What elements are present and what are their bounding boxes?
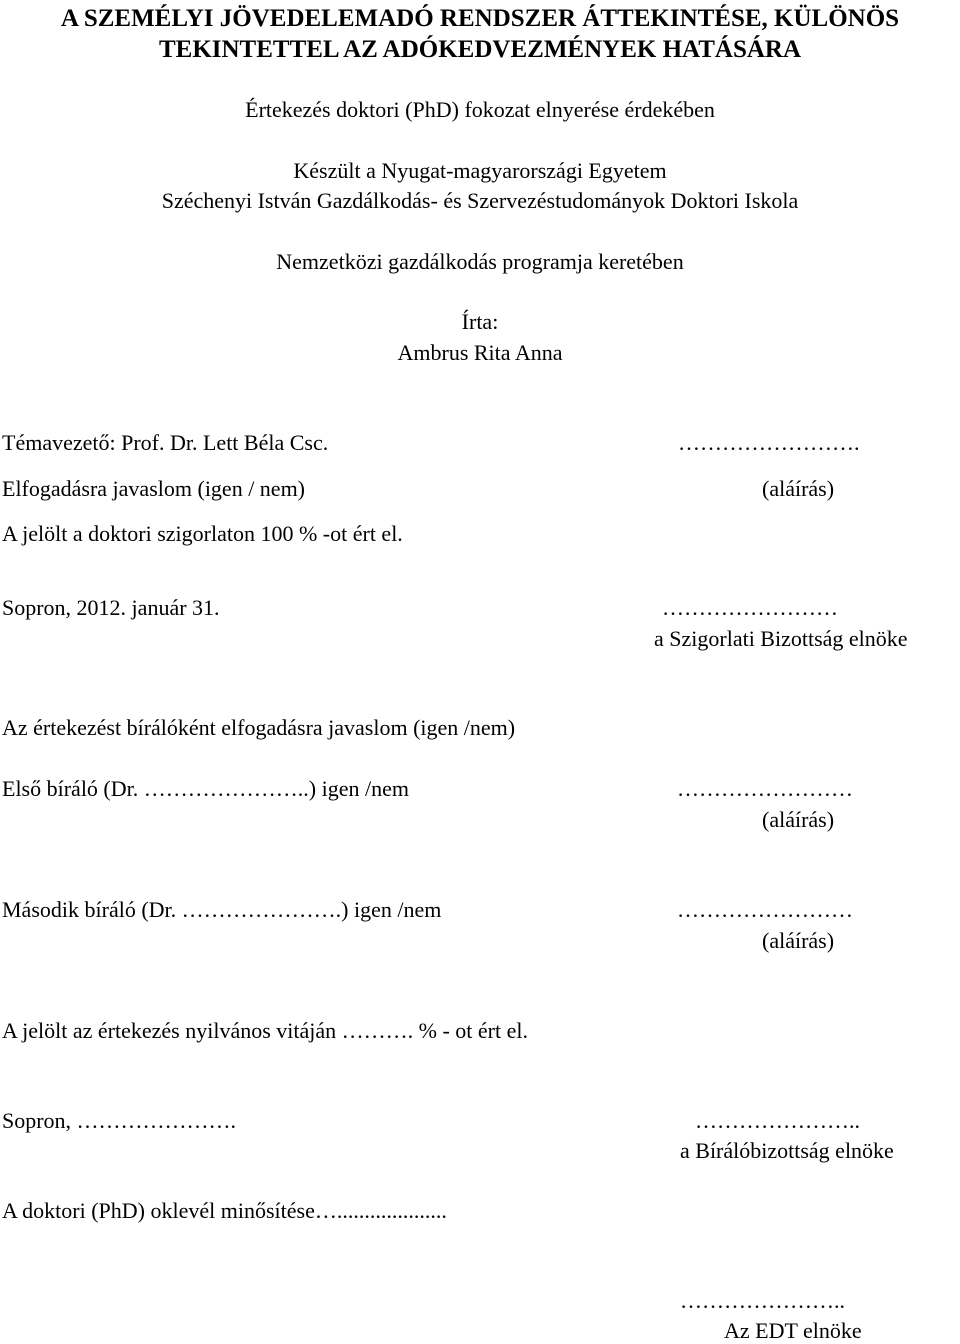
edt-chair-signature-line: …………………..: [680, 1288, 845, 1313]
first-reviewer-signature-caption: (aláírás): [762, 807, 835, 832]
first-reviewer-signature-line: ……………………: [677, 776, 853, 801]
program-line: Nemzetközi gazdálkodás programja keretében: [276, 249, 684, 274]
exam-place-date: Sopron, 2012. január 31.: [2, 595, 220, 620]
written-by-label: Írta:: [461, 309, 499, 334]
doctoral-school-line: Széchenyi István Gazdálkodás- és Szervezéstudományok Doktori Iskola: [161, 188, 799, 213]
university-line: Készült a Nyugat-magyarországi Egyetem: [293, 158, 667, 183]
document-title-line-2: TEKINTETTEL AZ ADÓKEDVEZMÉNYEK HATÁSÁRA: [158, 36, 802, 63]
document-title-line-1: A SZEMÉLYI JÖVEDELEMADÓ RENDSZER ÁTTEKINTÉSE, KÜLÖNÖS: [60, 5, 900, 32]
second-reviewer-signature-caption: (aláírás): [762, 928, 835, 953]
defense-result: A jelölt az értekezés nyilvános vitáján ………. % - ot ért el.: [2, 1018, 529, 1043]
second-reviewer-signature-line: ……………………: [677, 897, 853, 922]
exam-chair-signature-line: ……………………: [662, 595, 838, 620]
dissertation-purpose: Értekezés doktori (PhD) fokozat elnyerése érdekében: [245, 97, 715, 122]
exam-chair-caption: a Szigorlati Bizottság elnöke: [654, 626, 908, 651]
second-reviewer-line: Második bíráló (Dr. ………………….) igen /nem: [2, 897, 442, 922]
committee-chair-signature-line: …………………..: [695, 1108, 860, 1133]
exam-result: A jelölt a doktori szigorlaton 100 % -ot ért el.: [2, 521, 403, 546]
author-name: Ambrus Rita Anna: [397, 340, 563, 365]
committee-chair-caption: a Bírálóbizottság elnöke: [680, 1138, 894, 1163]
supervisor-label: Témavezető: Prof. Dr. Lett Béla Csc.: [2, 430, 329, 455]
reviewers-intro: Az értekezést bírálóként elfogadásra javaslom (igen /nem): [2, 715, 516, 740]
edt-chair-caption: Az EDT elnöke: [724, 1318, 862, 1343]
supervisor-recommendation: Elfogadásra javaslom (igen / nem): [2, 476, 306, 501]
supervisor-signature-caption: (aláírás): [762, 476, 835, 501]
defense-place: Sopron, ………………….: [2, 1108, 237, 1133]
first-reviewer-line: Első bíráló (Dr. …………………..) igen /nem: [2, 776, 409, 801]
supervisor-signature-line: …………………….: [678, 430, 860, 455]
diploma-qualification: A doktori (PhD) oklevél minősítése…....................: [2, 1198, 447, 1223]
